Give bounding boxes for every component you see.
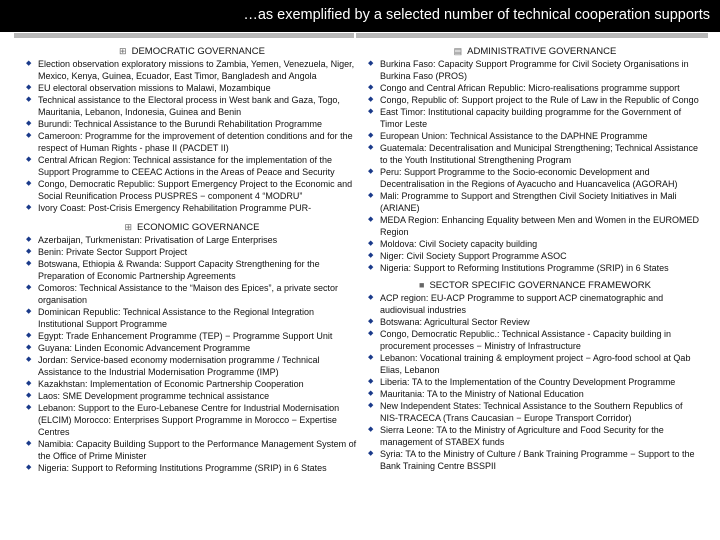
- list-item: [26, 282, 358, 306]
- list-item: [26, 354, 358, 378]
- list-item: [26, 438, 358, 462]
- democratic-governance-section: [26, 45, 358, 214]
- diamond-bullet-icon: ◆: [26, 204, 32, 211]
- diamond-bullet-icon: ◆: [26, 120, 32, 127]
- diamond-bullet-icon: ◆: [368, 252, 374, 259]
- diamond-bullet-icon: ◆: [26, 392, 32, 399]
- list-item-text: Peru: Support Programme to the Socio-economic Development and Decentralisation in the Regions of Ayacucho and Huancavelica (AGORAH): [380, 167, 678, 189]
- item-list: [26, 234, 358, 474]
- left-column: [26, 45, 358, 474]
- list-item-text: Comoros: Technical Assistance to the “Maison des Epices”, a private sector organisation: [38, 283, 338, 305]
- list-item: [368, 448, 702, 472]
- list-item-text: Moldova: Civil Society capacity building: [380, 239, 538, 249]
- diamond-bullet-icon: ◆: [368, 60, 374, 67]
- list-item-text: Sierra Leone: TA to the Ministry of Agriculture and Food Security for the management of STABEX funds: [380, 425, 664, 447]
- list-item: [26, 58, 358, 82]
- list-item: [368, 250, 702, 262]
- diamond-bullet-icon: ◆: [368, 318, 374, 325]
- list-item-text: Mali: Programme to Support and Strengthen Civil Society Initiatives in Mali (ARIANE): [380, 191, 677, 213]
- item-list: [368, 58, 702, 274]
- list-item-text: Jordan: Service-based economy modernisation programme / Technical Assistance to the Industrial Modernisation Programme (IMP): [38, 355, 320, 377]
- diamond-bullet-icon: ◆: [26, 60, 32, 67]
- list-item-text: Nigeria: Support to Reforming Institutions Programme (SRIP) in 6 States: [380, 263, 669, 273]
- diamond-bullet-icon: ◆: [26, 236, 32, 243]
- diamond-bullet-icon: ◆: [26, 180, 32, 187]
- diamond-bullet-icon: ◆: [368, 402, 374, 409]
- list-item: [26, 234, 358, 246]
- section-heading: ⊞ DEMOCRATIC GOVERNANCE: [119, 46, 265, 57]
- list-item: [26, 462, 358, 474]
- diamond-bullet-icon: ◆: [26, 96, 32, 103]
- list-item: [368, 190, 702, 214]
- list-item: [26, 258, 358, 282]
- list-item: [26, 178, 358, 202]
- diamond-bullet-icon: ◆: [26, 84, 32, 91]
- list-item-text: Kazakhstan: Implementation of Economic Partnership Cooperation: [38, 379, 304, 389]
- grid-icon: ▤: [453, 46, 463, 56]
- list-item-text: Central African Region: Technical assistance for the implementation of the Support Programme to CEEAC Actions in the Areas of Peace and Security: [38, 155, 335, 177]
- list-item-text: Congo, Republic of: Support project to the Rule of Law in the Republic of Congo: [380, 95, 699, 105]
- diamond-bullet-icon: ◆: [368, 330, 374, 337]
- diamond-bullet-icon: ◆: [26, 284, 32, 291]
- list-item: [368, 142, 702, 166]
- grid-icon: ⊞: [119, 46, 127, 56]
- slide-header: [0, 0, 720, 32]
- list-item-text: Nigeria: Support to Reforming Institutions Programme (SRIP) in 6 States: [38, 463, 327, 473]
- list-item: [26, 118, 358, 130]
- diamond-bullet-icon: ◆: [368, 108, 374, 115]
- list-item-text: Guatemala: Decentralisation and Municipal Strengthening; Technical Assistance to the Youth Institutional Strengthening Program: [380, 143, 699, 165]
- diamond-bullet-icon: ◆: [26, 308, 32, 315]
- diamond-bullet-icon: ◆: [368, 132, 374, 139]
- diamond-bullet-icon: ◆: [368, 144, 374, 151]
- grid-icon: ⊞: [124, 222, 133, 232]
- diamond-bullet-icon: ◆: [368, 294, 374, 301]
- list-item: [368, 82, 702, 94]
- list-item: [26, 246, 358, 258]
- diamond-bullet-icon: ◆: [368, 168, 374, 175]
- diamond-bullet-icon: ◆: [368, 264, 374, 271]
- right-column: [368, 45, 702, 472]
- divider-right: [356, 33, 708, 38]
- item-list: [368, 292, 702, 472]
- list-item: [368, 328, 702, 352]
- list-item: [368, 424, 702, 448]
- divider-left: [14, 33, 354, 38]
- diamond-bullet-icon: ◆: [26, 132, 32, 139]
- list-item-text: Syria: TA to the Ministry of Culture / Bank Training Programme − Support to the Bank Training Centre BSSPII: [380, 449, 695, 471]
- list-item-text: Lebanon: Vocational training & employment project − Agro-food school at Qab Elias, Lebanon: [380, 353, 691, 375]
- list-item: [26, 94, 358, 118]
- list-item: [368, 130, 702, 142]
- diamond-bullet-icon: ◆: [368, 450, 374, 457]
- diamond-bullet-icon: ◆: [368, 390, 374, 397]
- list-item: [26, 154, 358, 178]
- diamond-bullet-icon: ◆: [26, 464, 32, 471]
- list-item: [26, 330, 358, 342]
- list-item-text: Botswana: Agricultural Sector Review: [380, 317, 530, 327]
- list-item-text: EU electoral observation missions to Malawi, Mozambique: [38, 83, 271, 93]
- section-heading: ▤ ADMINISTRATIVE GOVERNANCE: [453, 46, 617, 57]
- list-item-text: Egypt: Trade Enhancement Programme (TEP) − Programme Support Unit: [38, 331, 333, 341]
- list-item-text: Botswana, Ethiopia & Rwanda: Support Capacity Strengthening for the Preparation of Economic Partnership Agreements: [38, 259, 320, 281]
- list-item-text: European Union: Technical Assistance to the DAPHNE Programme: [380, 131, 648, 141]
- list-item-text: Benin: Private Sector Support Project: [38, 247, 188, 257]
- grid-icon: ■: [419, 280, 425, 290]
- diamond-bullet-icon: ◆: [26, 156, 32, 163]
- economic-governance-section: [26, 221, 358, 474]
- list-item: [26, 202, 358, 214]
- item-list: [26, 58, 358, 214]
- list-item: [368, 94, 702, 106]
- list-item: [368, 106, 702, 130]
- list-item: [26, 402, 358, 438]
- list-item: [368, 316, 702, 328]
- list-item-text: Mauritania: TA to the Ministry of National Education: [380, 389, 584, 399]
- diamond-bullet-icon: ◆: [368, 354, 374, 361]
- list-item-text: MEDA Region: Enhancing Equality between Men and Women in the EUROMED Region: [380, 215, 699, 237]
- list-item-text: Technical assistance to the Electoral process in West bank and Gaza, Togo, Mauritania, Lebanon, Indonesia, Guinea and Benin: [38, 95, 340, 117]
- list-item-text: Guyana: Linden Economic Advancement Programme: [38, 343, 251, 353]
- list-item-text: Liberia: TA to the Implementation of the Country Development Programme: [380, 377, 676, 387]
- list-item: [368, 388, 702, 400]
- list-item: [368, 214, 702, 238]
- list-item-text: Azerbaijan, Turkmenistan: Privatisation of Large Enterprises: [38, 235, 278, 245]
- diamond-bullet-icon: ◆: [26, 380, 32, 387]
- list-item: [368, 376, 702, 388]
- list-item-text: Burundi: Technical Assistance to the Burundi Rehabilitation Programme: [38, 119, 322, 129]
- diamond-bullet-icon: ◆: [26, 440, 32, 447]
- list-item-text: Congo and Central African Republic: Micro-realisations programme support: [380, 83, 680, 93]
- list-item: [368, 58, 702, 82]
- list-item-text: East Timor: Institutional capacity building programme for the Government of Timor Leste: [380, 107, 682, 129]
- diamond-bullet-icon: ◆: [26, 260, 32, 267]
- sector-specific-governance-section: [368, 279, 702, 472]
- list-item: [368, 262, 702, 274]
- list-item: [26, 306, 358, 330]
- list-item-text: Niger: Civil Society Support Programme ASOC: [380, 251, 567, 261]
- diamond-bullet-icon: ◆: [368, 216, 374, 223]
- list-item-text: Laos: SME Development programme technical assistance: [38, 391, 270, 401]
- list-item-text: Congo, Democratic Republic: Support Emergency Project to the Economic and Social Reunification Process PUSPRES − component 4 “MODRU”: [38, 179, 353, 201]
- section-heading: ■ SECTOR SPECIFIC GOVERNANCE FRAMEWORK: [419, 280, 651, 291]
- diamond-bullet-icon: ◆: [26, 332, 32, 339]
- diamond-bullet-icon: ◆: [368, 192, 374, 199]
- diamond-bullet-icon: ◆: [26, 248, 32, 255]
- diamond-bullet-icon: ◆: [368, 378, 374, 385]
- list-item: [26, 130, 358, 154]
- list-item-text: Burkina Faso: Capacity Support Programme for Civil Society Organisations in Burkina Faso (PROS): [380, 59, 689, 81]
- list-item-text: Cameroon: Programme for the improvement of detention conditions and for the respect of Human Rights - phase II (PACDET II): [38, 131, 353, 153]
- list-item-text: New Independent States: Technical Assistance to the Southern Republics of NIS-TRACECA (Trans Caucasian − Europe Transport Corridor): [380, 401, 683, 423]
- diamond-bullet-icon: ◆: [368, 96, 374, 103]
- list-item: [26, 378, 358, 390]
- list-item-text: Ivory Coast: Post-Crisis Emergency Rehabilitation Programme PUR-: [38, 203, 312, 213]
- list-item: [26, 342, 358, 354]
- diamond-bullet-icon: ◆: [368, 240, 374, 247]
- list-item-text: ACP region: EU-ACP Programme to support ACP cinematographic and audiovisual industries: [380, 293, 664, 315]
- list-item: [368, 352, 702, 376]
- diamond-bullet-icon: ◆: [26, 404, 32, 411]
- list-item-text: Namibia: Capacity Building Support to the Performance Management System of the Office of Prime Minister: [38, 439, 357, 461]
- slide-title: …as exemplified by a selected number of technical cooperation supports: [243, 7, 710, 23]
- list-item: [368, 400, 702, 424]
- diamond-bullet-icon: ◆: [368, 84, 374, 91]
- list-item: [368, 238, 702, 250]
- section-heading: ⊞ ECONOMIC GOVERNANCE: [124, 222, 260, 233]
- list-item-text: Dominican Republic: Technical Assistance to the Regional Integration Institutional Support Programme: [38, 307, 314, 329]
- list-item-text: Congo, Democratic Republic.: Technical Assistance - Capacity building in procurement processes − Ministry of Infrastructure: [380, 329, 671, 351]
- list-item-text: Election observation exploratory missions to Zambia, Yemen, Venezuela, Niger, Mexico, Kenya, Guinea, Ecuador, East Timor, Bangladesh and Angola: [38, 59, 355, 81]
- diamond-bullet-icon: ◆: [368, 426, 374, 433]
- list-item: [26, 82, 358, 94]
- list-item: [368, 166, 702, 190]
- list-item: [26, 390, 358, 402]
- diamond-bullet-icon: ◆: [26, 344, 32, 351]
- diamond-bullet-icon: ◆: [26, 356, 32, 363]
- list-item-text: Lebanon: Support to the Euro-Lebanese Centre for Industrial Modernisation (ELCIM) Morocco: Enterprises Support Programme in Morocco − Expertise Centres: [38, 403, 340, 437]
- list-item: [368, 292, 702, 316]
- administrative-governance-section: [368, 45, 702, 274]
